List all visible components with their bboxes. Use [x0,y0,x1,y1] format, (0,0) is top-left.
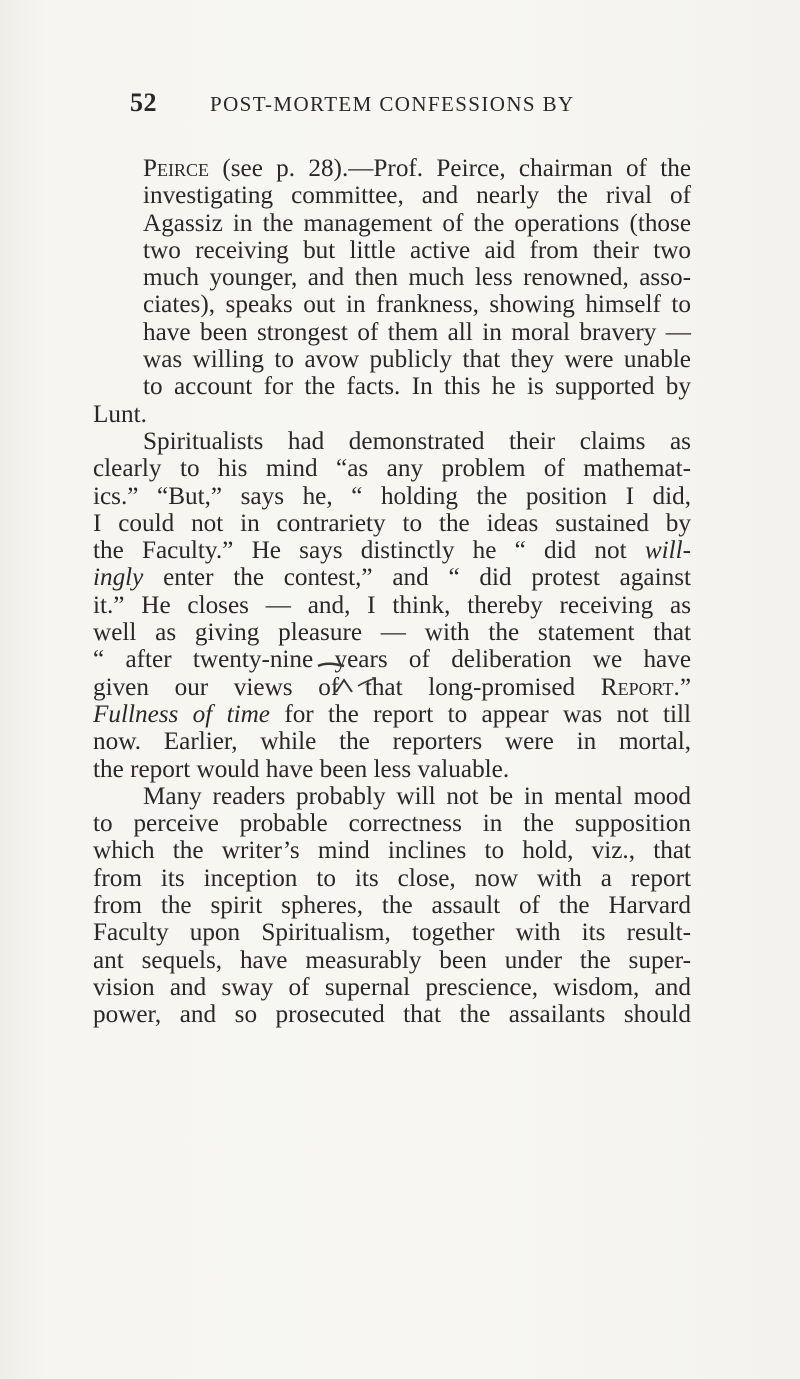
italic-phrase: Fullness of time [93,700,270,728]
text-line: it.” He closes — and, I think, thereby receiving as [93,591,691,619]
text-line: which the writer’s mind inclines to hold, viz., that [93,837,691,865]
running-head: POST-MORTEM CONFESSIONS BY [210,92,575,116]
text-line: much younger, and then much less renowned, asso- [143,264,691,292]
text-line: from the spirit spheres, the assault of the Harvard [93,892,691,920]
text-line: power, and so prosecuted that the assailants should [93,1001,691,1029]
text-line-start: given our views of that long-promised [93,673,601,701]
report-smallcaps: Report [600,673,674,701]
text-line: was willing to avow publicly that they were unable [143,346,691,374]
text-line: well as giving pleasure — with the statement that [93,619,691,647]
text-line: to perceive probable correctness in the supposition [93,810,691,838]
text-line: Many readers probably will not be in mental mood [143,782,691,810]
text-line: ics.” “But,” says he, “ holding the position I did, [93,482,691,510]
handwritten-correction-mark [296,658,406,718]
text-line-rest: enter the contest,” and “ did protest against [143,564,691,592]
text-line-start: the Faculty.” He says distinctly he “ did not [93,537,645,565]
italic-word: ingly [93,564,144,592]
paragraph-spiritualists [93,427,691,783]
italic-word: will- [644,537,691,565]
text-line: ciates), speaks out in frankness, showing himself to [143,291,691,319]
body-text [93,155,691,1029]
page-header [130,88,690,128]
text-line: Lunt. [93,400,147,428]
text-line [118,155,691,182]
text-line: ant sequels, have measurably been under the super- [93,946,691,974]
text-line [93,564,691,592]
entry-name: Peirce [143,155,210,182]
text-line: Agassiz in the management of the operations (those [143,209,691,237]
text-line: have been strongest of them all in moral bravery — [143,318,691,346]
text-line: vision and sway of supernal prescience, wisdom, and [93,973,691,1001]
text-line: investigating committee, and nearly the rival of [143,182,691,210]
text-line: now. Earlier, while the reporters were in mortal, [93,728,691,756]
text-line: I could not in contrariety to the ideas sustained by [93,509,691,537]
text-line: from its inception to its close, now with a report [93,864,691,892]
text-line: “ after twenty-nine years of deliberation we have [93,646,691,674]
paragraph-peirce [93,155,691,428]
paragraph-many-readers [93,782,691,1029]
page-number: 52 [130,88,157,117]
text-line: clearly to his mind “as any problem of mathemat- [93,455,691,483]
text-line: the report would have been less valuable. [93,755,510,783]
text-line: two receiving but little active aid from their two [143,236,691,264]
text-line-end: .” [673,673,691,701]
text-line: to account for the facts. In this he is supported by [143,373,691,401]
text-line [93,537,691,565]
text-line-rest: for the report to appear was not till [269,700,691,728]
text-line-rest: (see p. 28).—Prof. Peirce, chairman of the [209,155,691,182]
text-line: Faculty upon Spiritualism, together with its result- [93,919,691,947]
text-line: Spiritualists had demonstrated their claims as [143,427,691,455]
